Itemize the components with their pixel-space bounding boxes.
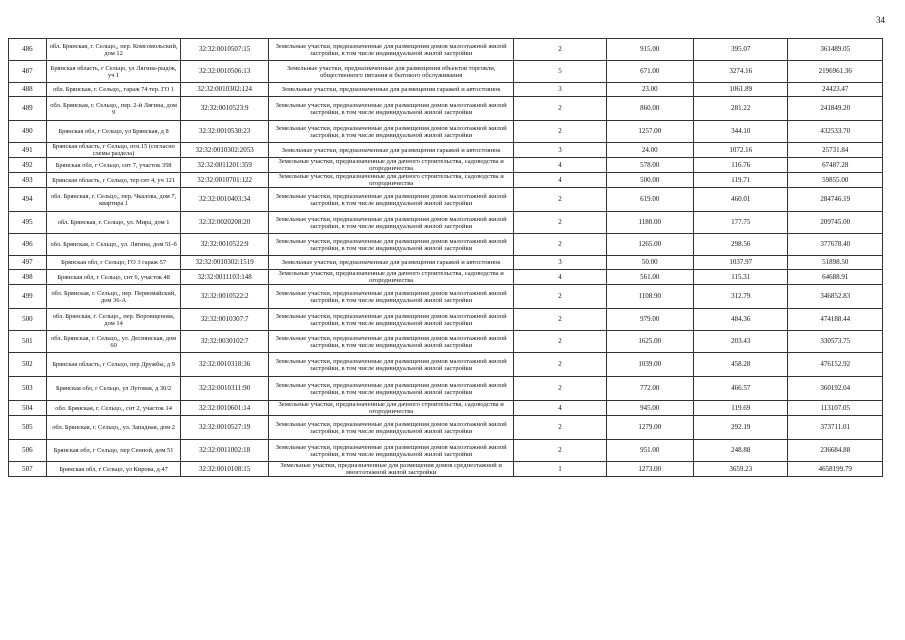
cadastral-value-cell: 51898.50: [788, 256, 883, 270]
table-row: [9, 121, 883, 143]
area-cell: 1180.00: [606, 212, 693, 234]
land-use-cell: Земельные участки, предназначенные для размещения домов малоэтажной жилой застройки, в том числе индивидуальной жилой застройки: [268, 97, 514, 121]
cadastral-value-cell: 330573.75: [788, 331, 883, 353]
address-cell: обл. Брянская, г. Сельцо,, пер. Комсомольский, дом 12: [46, 39, 181, 61]
row-number: 494: [9, 188, 47, 212]
cadastral-number-cell: 32:32:0011103:148: [181, 270, 268, 285]
cadastral-number-cell: 32:32:0010403:34: [181, 188, 268, 212]
row-number: 490: [9, 121, 47, 143]
address-cell: обл. Брянская, г. Сельцо,, ул. Западная, дом 2: [46, 416, 181, 440]
cadastral-number-cell: 32:32:0020208:20: [181, 212, 268, 234]
address-cell: Брянская обл, г Сельцо, пер Сенной, дом 51: [46, 440, 181, 462]
land-use-cell: Земельные участки, предназначенные для размещения домов малоэтажной жилой застройки, в том числе индивидуальной жилой застройки: [268, 121, 514, 143]
specific-value-cell: 119.69: [693, 401, 787, 416]
specific-value-cell: 344.10: [693, 121, 787, 143]
area-cell: 945.00: [606, 401, 693, 416]
area-cell: 1273.00: [606, 462, 693, 477]
table-row: [9, 173, 883, 188]
specific-value-cell: 1037.97: [693, 256, 787, 270]
area-cell: 578.00: [606, 158, 693, 173]
area-cell: 979.00: [606, 309, 693, 331]
address-cell: Брянская обл, г Сельцо, ул Кирова, д 47: [46, 462, 181, 477]
group-number-cell: 3: [514, 83, 606, 97]
group-number-cell: 2: [514, 121, 606, 143]
address-cell: обл. Брянская, г. Сельцо,, гараж 74 тер. ГО 1: [46, 83, 181, 97]
table-row: [9, 39, 883, 61]
group-number-cell: 2: [514, 188, 606, 212]
cadastral-value-cell: 4658199.79: [788, 462, 883, 477]
row-number: 501: [9, 331, 47, 353]
area-cell: 772.00: [606, 377, 693, 401]
address-cell: обл. Брянская, г. Сельцо,, ул. Деснянская, дом 60: [46, 331, 181, 353]
group-number-cell: 2: [514, 97, 606, 121]
address-cell: обл. Брянская, г. Сельцо,, пер. Первомайский, дом 36-А: [46, 285, 181, 309]
area-cell: 1265.00: [606, 234, 693, 256]
land-use-cell: Земельные участки, предназначенные для размещения домов малоэтажной жилой застройки, в том числе индивидуальной жилой застройки: [268, 440, 514, 462]
group-number-cell: 2: [514, 39, 606, 61]
row-number: 488: [9, 83, 47, 97]
row-number: 493: [9, 173, 47, 188]
cadastral-value-cell: 209745.00: [788, 212, 883, 234]
cadastral-value-cell: 373711.01: [788, 416, 883, 440]
specific-value-cell: 1072.16: [693, 143, 787, 158]
group-number-cell: 2: [514, 440, 606, 462]
cadastral-value-cell: 360192.04: [788, 377, 883, 401]
group-number-cell: 2: [514, 331, 606, 353]
cadastral-number-cell: 32:32:0010318:36: [181, 353, 268, 377]
land-use-cell: Земельные участки, предназначенные для размещения домов малоэтажной жилой застройки, в том числе индивидуальной жилой застройки: [268, 39, 514, 61]
area-cell: 500.00: [606, 173, 693, 188]
group-number-cell: 2: [514, 377, 606, 401]
table-row: [9, 377, 883, 401]
cadastral-number-cell: 32:32:0011002:18: [181, 440, 268, 462]
specific-value-cell: 248.88: [693, 440, 787, 462]
address-cell: Брянская обл, г Сельцо, ГО 3 гараж 57: [46, 256, 181, 270]
row-number: 492: [9, 158, 47, 173]
address-cell: обл. Брянская, г. Сельцо,, пер. Чкалова, дом 7, квартира 1: [46, 188, 181, 212]
specific-value-cell: 3274.16: [693, 61, 787, 83]
cadastral-table: [8, 38, 883, 477]
cadastral-value-cell: 377678.40: [788, 234, 883, 256]
cadastral-number-cell: 32:32:0010302:124: [181, 83, 268, 97]
specific-value-cell: 466.57: [693, 377, 787, 401]
page-number: 34: [876, 15, 885, 25]
table-row: [9, 270, 883, 285]
land-use-cell: Земельные участки, предназначенные для размещения гаражей и автостоянок: [268, 143, 514, 158]
land-use-cell: Земельные участки, предназначенные для размещения домов малоэтажной жилой застройки, в том числе индивидуальной жилой застройки: [268, 331, 514, 353]
group-number-cell: 3: [514, 143, 606, 158]
row-number: 503: [9, 377, 47, 401]
cadastral-value-cell: 2196961.36: [788, 61, 883, 83]
address-cell: Брянская область, г Сельцо, ул Лягина-рыдок, уч 1: [46, 61, 181, 83]
cadastral-number-cell: 32:32:0010506:13: [181, 61, 268, 83]
table-row: [9, 353, 883, 377]
row-number: 498: [9, 270, 47, 285]
cadastral-value-cell: 476152.92: [788, 353, 883, 377]
cadastral-value-cell: 346852.83: [788, 285, 883, 309]
land-use-cell: Земельные участки, предназначенные для размещения домов малоэтажной жилой застройки, в том числе индивидуальной жилой застройки: [268, 234, 514, 256]
row-number: 504: [9, 401, 47, 416]
cadastral-number-cell: 32:32:0010530:23: [181, 121, 268, 143]
group-number-cell: 2: [514, 353, 606, 377]
area-cell: 915.00: [606, 39, 693, 61]
area-cell: 1625.00: [606, 331, 693, 353]
area-cell: 671.00: [606, 61, 693, 83]
row-number: 497: [9, 256, 47, 270]
specific-value-cell: 460.01: [693, 188, 787, 212]
land-use-cell: Земельные участки, предназначенные для дачного строительства, садоводства и огородничества: [268, 401, 514, 416]
specific-value-cell: 292.19: [693, 416, 787, 440]
row-number: 496: [9, 234, 47, 256]
group-number-cell: 4: [514, 158, 606, 173]
specific-value-cell: 312.79: [693, 285, 787, 309]
cadastral-value-cell: 241849.20: [788, 97, 883, 121]
specific-value-cell: 298.56: [693, 234, 787, 256]
group-number-cell: 2: [514, 285, 606, 309]
table-row: [9, 401, 883, 416]
cadastral-value-cell: 113107.05: [788, 401, 883, 416]
land-use-cell: Земельные участки, предназначенные для размещения домов малоэтажной жилой застройки, в том числе индивидуальной жилой застройки: [268, 212, 514, 234]
cadastral-value-cell: 67487.28: [788, 158, 883, 173]
row-number: 495: [9, 212, 47, 234]
cadastral-value-cell: 474188.44: [788, 309, 883, 331]
specific-value-cell: 119.71: [693, 173, 787, 188]
cadastral-number-cell: 32:32:0010701:122: [181, 173, 268, 188]
cadastral-value-cell: 236684.88: [788, 440, 883, 462]
specific-value-cell: 115.31: [693, 270, 787, 285]
area-cell: 1257.00: [606, 121, 693, 143]
table-row: [9, 212, 883, 234]
row-number: 491: [9, 143, 47, 158]
row-number: 486: [9, 39, 47, 61]
row-number: 502: [9, 353, 47, 377]
cadastral-number-cell: 32:32:0010311:90: [181, 377, 268, 401]
cadastral-number-cell: 32:32:0010108:15: [181, 462, 268, 477]
table-row: [9, 331, 883, 353]
address-cell: обл. Брянская, г. Сельцо,, снт 2, участок 14: [46, 401, 181, 416]
table-row: [9, 462, 883, 477]
land-use-cell: Земельные участки, предназначенные для размещения домов малоэтажной жилой застройки, в том числе индивидуальной жилой застройки: [268, 353, 514, 377]
table-row: [9, 416, 883, 440]
area-cell: 860.00: [606, 97, 693, 121]
cadastral-number-cell: 32:32:0010522:2: [181, 285, 268, 309]
table-row: [9, 440, 883, 462]
address-cell: Брянская обл, г Сельцо, ул Брянская, д 8: [46, 121, 181, 143]
cadastral-number-cell: 32:32:0011201:359: [181, 158, 268, 173]
land-use-cell: Земельные участки, предназначенные для размещения домов малоэтажной жилой застройки, в том числе индивидуальной жилой застройки: [268, 188, 514, 212]
table-row: [9, 309, 883, 331]
row-number: 489: [9, 97, 47, 121]
table-body: [9, 39, 883, 477]
cadastral-number-cell: 32:32:0010523:9: [181, 97, 268, 121]
land-use-cell: Земельные участки, предназначенные для размещения гаражей и автостоянок: [268, 83, 514, 97]
area-cell: 1039.00: [606, 353, 693, 377]
group-number-cell: 5: [514, 61, 606, 83]
specific-value-cell: 484.36: [693, 309, 787, 331]
cadastral-value-cell: 361489.05: [788, 39, 883, 61]
area-cell: 50.00: [606, 256, 693, 270]
specific-value-cell: 177.75: [693, 212, 787, 234]
land-use-cell: Земельные участки, предназначенные для дачного строительства, садоводства и огородничества: [268, 158, 514, 173]
table-row: [9, 234, 883, 256]
table-row: [9, 97, 883, 121]
area-cell: 23.00: [606, 83, 693, 97]
specific-value-cell: 3659.23: [693, 462, 787, 477]
area-cell: 561.00: [606, 270, 693, 285]
group-number-cell: 2: [514, 234, 606, 256]
cadastral-number-cell: 32:32:0030102:7: [181, 331, 268, 353]
address-cell: Брянская область, г Сельцо, пер Дружбы, д 9: [46, 353, 181, 377]
table-row: [9, 188, 883, 212]
specific-value-cell: 1061.89: [693, 83, 787, 97]
address-cell: обл. Брянская, г. Сельцо,, пер. 2-й Лягина, дом 9: [46, 97, 181, 121]
cadastral-value-cell: 64688.91: [788, 270, 883, 285]
land-use-cell: Земельные участки, предназначенные для размещения гаражей и автостоянок: [268, 256, 514, 270]
cadastral-value-cell: 284746.19: [788, 188, 883, 212]
cadastral-number-cell: 32:32:0010601:14: [181, 401, 268, 416]
group-number-cell: 2: [514, 212, 606, 234]
specific-value-cell: 458.28: [693, 353, 787, 377]
land-use-cell: Земельные участки, предназначенные для размещения объектов торговли, общественного питания и бытового обслуживания: [268, 61, 514, 83]
land-use-cell: Земельные участки, предназначенные для размещения домов среднеэтажной и многоэтажной жилой застройки: [268, 462, 514, 477]
area-cell: 24.00: [606, 143, 693, 158]
row-number: 507: [9, 462, 47, 477]
row-number: 506: [9, 440, 47, 462]
cadastral-value-cell: 432533.70: [788, 121, 883, 143]
specific-value-cell: 281.22: [693, 97, 787, 121]
land-use-cell: Земельные участки, предназначенные для размещения домов малоэтажной жилой застройки, в том числе индивидуальной жилой застройки: [268, 285, 514, 309]
area-cell: 619.00: [606, 188, 693, 212]
group-number-cell: 3: [514, 256, 606, 270]
cadastral-number-cell: 32:32:0010507:15: [181, 39, 268, 61]
cadastral-number-cell: 32:32:0010522:9: [181, 234, 268, 256]
address-cell: обл. Брянская, г. Сельцо,, ул. Лягина, дом 51-б: [46, 234, 181, 256]
group-number-cell: 2: [514, 416, 606, 440]
specific-value-cell: 203.43: [693, 331, 787, 353]
row-number: 499: [9, 285, 47, 309]
row-number: 505: [9, 416, 47, 440]
address-cell: обл. Брянская, г. Сельцо,, пер. Воровщенова, дом 14: [46, 309, 181, 331]
land-use-cell: Земельные участки, предназначенные для размещения домов малоэтажной жилой застройки, в том числе индивидуальной жилой застройки: [268, 377, 514, 401]
area-cell: 1108.90: [606, 285, 693, 309]
table-row: [9, 143, 883, 158]
cadastral-value-cell: 24423.47: [788, 83, 883, 97]
specific-value-cell: 116.76: [693, 158, 787, 173]
cadastral-number-cell: 32:32:0010527:19: [181, 416, 268, 440]
address-cell: Брянская обл, г Сельцо, снт 7, участок 358: [46, 158, 181, 173]
address-cell: Брянская область, г Сельцо, тер снт 4, уч 121: [46, 173, 181, 188]
group-number-cell: 4: [514, 270, 606, 285]
cadastral-number-cell: 32:32:0010302:2053: [181, 143, 268, 158]
land-use-cell: Земельные участки, предназначенные для дачного строительства, садоводства и огородничества: [268, 173, 514, 188]
specific-value-cell: 395.07: [693, 39, 787, 61]
cadastral-value-cell: 59855.00: [788, 173, 883, 188]
land-use-cell: Земельные участки, предназначенные для размещения домов малоэтажной жилой застройки, в том числе индивидуальной жилой застройки: [268, 309, 514, 331]
cadastral-value-cell: 25731.84: [788, 143, 883, 158]
group-number-cell: 2: [514, 309, 606, 331]
land-use-cell: Земельные участки, предназначенные для размещения домов малоэтажной жилой застройки, в том числе индивидуальной жилой застройки: [268, 416, 514, 440]
area-cell: 1279.00: [606, 416, 693, 440]
group-number-cell: 4: [514, 401, 606, 416]
table-row: [9, 285, 883, 309]
cadastral-number-cell: 32:32:0010302:1519: [181, 256, 268, 270]
table-row: [9, 256, 883, 270]
row-number: 500: [9, 309, 47, 331]
address-cell: обл. Брянская, г. Сельцо, ул. Мира, дом 1: [46, 212, 181, 234]
table-row: [9, 83, 883, 97]
group-number-cell: 4: [514, 173, 606, 188]
table-row: [9, 158, 883, 173]
address-cell: Брянская обл, г Сельцо, снт 6, участок 48: [46, 270, 181, 285]
area-cell: 951.00: [606, 440, 693, 462]
cadastral-number-cell: 32:32:0010307:7: [181, 309, 268, 331]
address-cell: Брянская область, г Сельцо, поз.15 (согласно схемы раздела): [46, 143, 181, 158]
land-use-cell: Земельные участки, предназначенные для дачного строительства, садоводства и огородничества: [268, 270, 514, 285]
table-row: [9, 61, 883, 83]
address-cell: Брянская обл, г Сельцо, ул Луговая, д 30/2: [46, 377, 181, 401]
row-number: 487: [9, 61, 47, 83]
group-number-cell: 1: [514, 462, 606, 477]
